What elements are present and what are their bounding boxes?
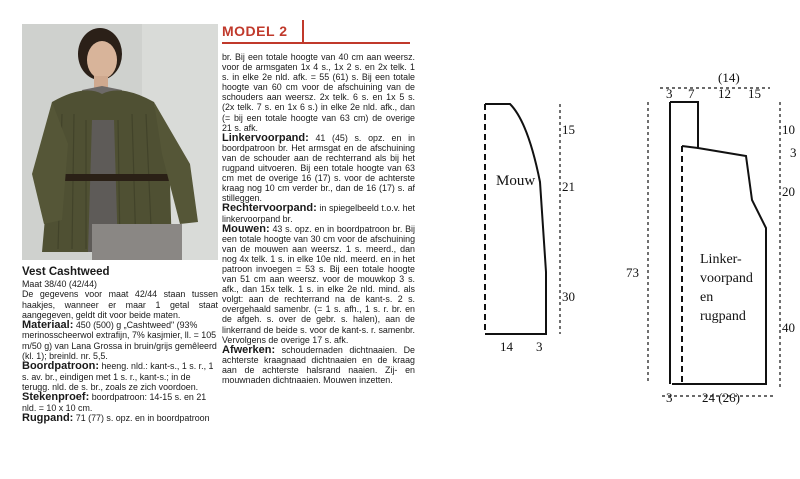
front-dim-right-b: 3 bbox=[790, 145, 797, 160]
sleeve-dim-top: 15 bbox=[562, 122, 575, 137]
stekenproef-heading: Stekenproef: bbox=[22, 391, 90, 404]
linkervoorpand-heading: Linkervoorpand: bbox=[222, 131, 309, 144]
rugpand-continued: br. Bij een totale hoogte van 40 cm aan weersz. voor de armsgaten 1x 4 s., 1x 2 s. en 2x telk. 1 s. in elke 2e nld. afk. = 55 (61) s. Bij een totale hoogte van 60 cm voor de afschuining van de schouders aan weersz. 2x telk. 6 s. en 1x 5 s. (2x telk. 7 s. en 1x 6 s.) in elke 2e nld. afk., dan (= bij een totale hoogte van 63 cm) de overige 21 s. afk. bbox=[222, 52, 415, 133]
front-dim-top-b: 7 bbox=[688, 86, 695, 101]
front-label-line3: en bbox=[700, 290, 714, 305]
model-header-rule bbox=[222, 42, 410, 44]
front-dim-left-total: 73 bbox=[626, 265, 639, 280]
sleeve-label: Mouw bbox=[496, 173, 536, 189]
stekenproef-section bbox=[22, 392, 218, 413]
sleeve-dim-mid: 21 bbox=[562, 179, 575, 194]
front-dim-right-a: 10 bbox=[782, 122, 795, 137]
front-label bbox=[700, 250, 753, 326]
intro-text: De gegevens voor maat 42/44 staan tussen haakjes, wanneer er maar 1 getal staat aangegeven, geldt dit voor beide maten. bbox=[22, 289, 218, 320]
sleeve-dim-side: 3 bbox=[536, 339, 543, 354]
schematic-diagrams bbox=[430, 60, 800, 479]
rugpand-text: 71 (77) s. opz. en in boordpatroon bbox=[73, 412, 210, 423]
front-dim-top-d: 15 bbox=[748, 86, 761, 101]
front-dim-top-c: 12 bbox=[718, 86, 731, 101]
rechtervoorpand-section bbox=[222, 203, 415, 223]
front-dim-bottom-a: 3 bbox=[666, 390, 673, 405]
model-photo bbox=[22, 24, 218, 260]
front-label-line4: rugpand bbox=[700, 309, 746, 324]
boordpatroon-section bbox=[22, 361, 218, 392]
mouwen-section bbox=[222, 224, 415, 345]
front-dim-right-c: 20 bbox=[782, 184, 795, 199]
rugpand-section bbox=[22, 413, 218, 423]
front-outline bbox=[670, 102, 766, 384]
sleeve-dim-low: 30 bbox=[562, 289, 575, 304]
model-label: MODEL 2 bbox=[222, 23, 288, 39]
front-dim-top-a: 3 bbox=[666, 86, 673, 101]
boordpatroon-text: heeng. nld.: kant-s., 1 s. r., 1 s. av. br., eindigen met 1 s. r., kant-s.; in de terugg. nld. de s. br., zoals ze zich voordoen. bbox=[22, 361, 214, 392]
afwerken-text: schoudernaden dichtnaaien. De achterste kraagnaad dichtnaaien en de kraag aan de achterste halsrand naaien. Zij- en mouwnaden dichtnaaien. Mouwen inzetten. bbox=[222, 344, 415, 385]
pattern-instructions bbox=[222, 52, 415, 385]
front-dim-right-d: 40 bbox=[782, 320, 795, 335]
materiaal-heading: Materiaal: bbox=[22, 319, 74, 332]
rugpand-heading: Rugpand: bbox=[22, 411, 74, 424]
model-header-tick bbox=[302, 20, 304, 44]
front-label-line2: voorpand bbox=[700, 271, 753, 286]
materiaal-text: 450 (500) g „Cashtweed" (93% merinosscheerwol extrafijn, 7% kasjmier, ll. = 105 m/50 g) van Lana Grossa in bruin/grijs gemêleerd (kl. 1); breinld. nr. 5,5. bbox=[22, 320, 217, 362]
front-dim-top-total: (14) bbox=[718, 70, 740, 85]
pattern-intro bbox=[22, 266, 218, 423]
pattern-title: Vest Cashtweed bbox=[22, 266, 110, 278]
front-label-line1: Linker- bbox=[700, 252, 742, 267]
linkervoorpand-text: 41 (45) s. opz. en in boordpatroon br. Het armsgat en de afschuining van de schouder aan de rechterrand als bij het rugpand uitvoeren. Bij een totale hoogte van 63 cm met de overige 16 (17) s. voor de achterste kraag nog 10 cm verder br., dan de 16 (17) s. af stilleggen. bbox=[222, 132, 415, 204]
front-shoulder bbox=[682, 146, 698, 148]
afwerken-heading: Afwerken: bbox=[222, 343, 276, 356]
front-dim-bottom-b: 24 (26) bbox=[702, 390, 740, 405]
size-line: Maat 38/40 (42/44) bbox=[22, 279, 97, 289]
afwerken-section bbox=[222, 345, 415, 385]
linkervoorpand-section bbox=[222, 133, 415, 204]
materiaal-section bbox=[22, 320, 218, 361]
sleeve-dim-bottom: 14 bbox=[500, 339, 513, 354]
boordpatroon-heading: Boordpatroon: bbox=[22, 360, 99, 373]
sleeve-outline bbox=[485, 104, 546, 334]
mouwen-text: 43 s. opz. en in boordpatroon br. Bij een totale hoogte van 30 cm voor de afschuining van de mouwen aan weersz. 1 s. meerd., dan nog 4x telk. 1 s. in elke 10e nld. meerd. en in het patroon invoegen = 53 s. Bij een totale hoogte van 51 cm aan weersz. voor de mouwkop 3 s. afk., dan 15x telk. 1 s. in elke 2e nld. mind. als volgt: aan de rechterrand na de kant-s. 2 s. overgehaald samenbr. (= 1 s. afh., 1 s. r. br. en de afgeh. s. over de gebr. s. halen), aan de linkerrand de beide s. voor de kant-s. r. samenbr. Vervolgens de overige 17 s. afk. bbox=[222, 223, 415, 345]
mouwen-heading: Mouwen: bbox=[222, 222, 270, 235]
rechtervoorpand-heading: Rechtervoorpand: bbox=[222, 202, 317, 215]
stekenproef-text: boordpatroon: 14-15 s. en 21 nld. = 10 x 10 cm. bbox=[22, 392, 207, 413]
rechtervoorpand-text: in spiegelbeeld t.o.v. het linkervoorpand br. bbox=[222, 203, 415, 224]
